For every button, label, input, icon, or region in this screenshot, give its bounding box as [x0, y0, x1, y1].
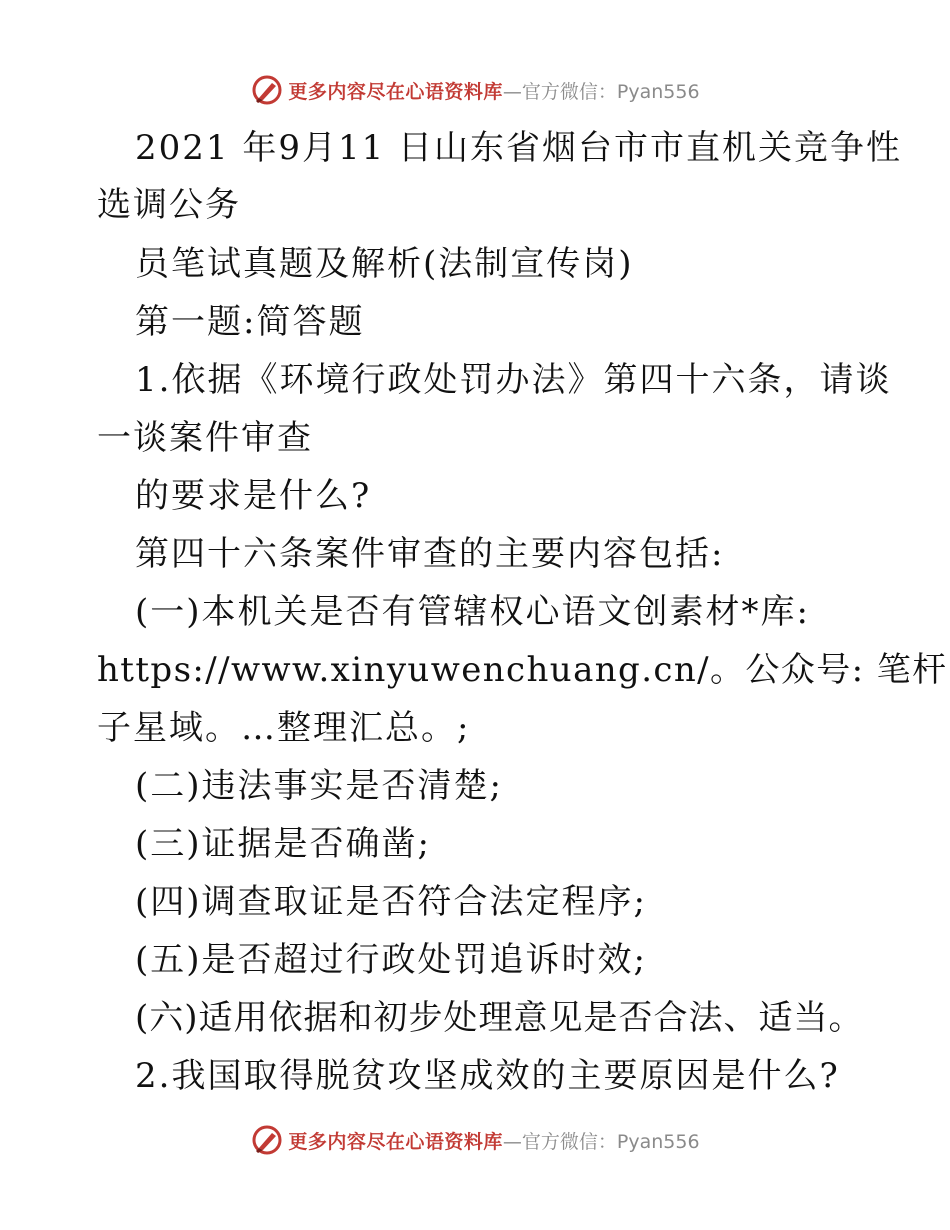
- question-line: 的要求是什么?: [135, 476, 372, 516]
- list-item: (三)证据是否确凿;: [135, 824, 431, 864]
- text-line: 第四十六条案件审查的主要内容包括:: [135, 534, 725, 574]
- list-item: (二)违法事实是否清楚;: [135, 766, 503, 806]
- banner-gray-text: —官方微信：Pyan556: [502, 1130, 700, 1153]
- list-item: (五)是否超过行政处罚追诉时效;: [135, 940, 647, 980]
- question-line: 一谈案件审查: [97, 418, 313, 458]
- text-line: 选调公务: [97, 185, 241, 225]
- section-heading: 第一题:简答题: [135, 302, 365, 342]
- pen-logo-icon: [250, 1123, 284, 1157]
- text-line: 2021 年9月11 日山东省烟台市市直机关竞争性: [135, 128, 903, 168]
- header-watermark-banner: [0, 70, 950, 110]
- question-line: 1.依据《环境行政处罚办法》第四十六条，请谈: [135, 360, 892, 400]
- pen-logo-icon: [250, 73, 284, 107]
- url-line: https://www.xinyuwenchuang.cn/。公众号: 笔杆: [97, 650, 948, 690]
- question-line: 2.我国取得脱贫攻坚成效的主要原因是什么?: [135, 1056, 840, 1096]
- footer-watermark-banner: [0, 1120, 950, 1160]
- banner-red-text: 更多内容尽在心语资料库: [288, 80, 503, 103]
- list-item: (一)本机关是否有管辖权心语文创素材*库:: [135, 592, 810, 632]
- text-line: 员笔试真题及解析(法制宣传岗): [135, 244, 634, 284]
- banner-gray-text: —官方微信：Pyan556: [502, 80, 700, 103]
- text-line: 子星域。…整理汇总。;: [97, 708, 471, 748]
- list-item: (六)适用依据和初步处理意见是否合法、适当。: [135, 998, 864, 1038]
- banner-red-text: 更多内容尽在心语资料库: [288, 1130, 503, 1153]
- list-item: (四)调查取证是否符合法定程序;: [135, 882, 647, 922]
